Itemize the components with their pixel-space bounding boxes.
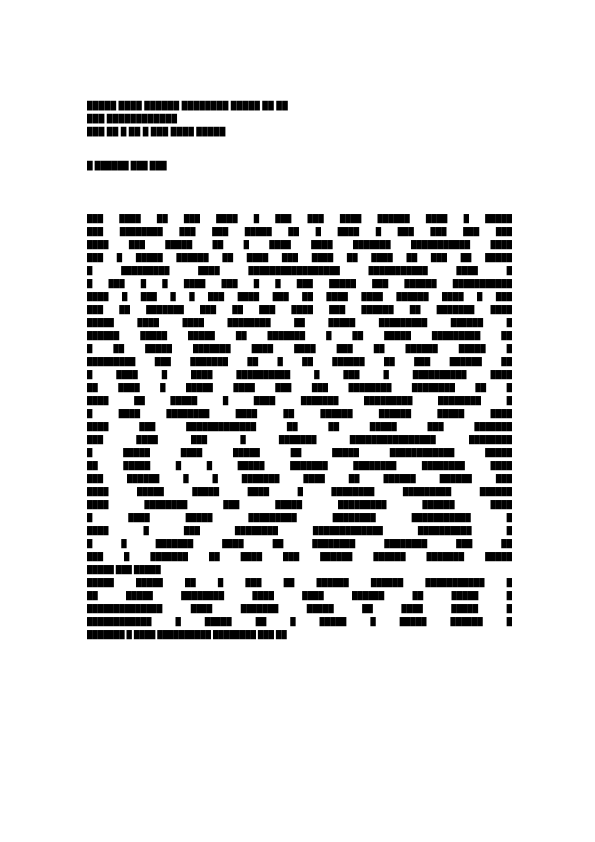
text-line: █ ████ █████ █████████ ████████ ███████████ █ xyxy=(87,513,512,522)
text-line: ████ ███ █████████████ ██ ██ █████ ███ ███████ xyxy=(87,422,512,431)
text-line: █ █ ███████ ████ ██ ████████ ████████ ███ ██ xyxy=(87,539,512,548)
body-text xyxy=(87,212,512,641)
text-line: ████ █ ███ █ █ ███ ████ ███ ██ ████ ████ ██████ ████ █ ███ xyxy=(87,292,512,301)
text-line: █ ██ █████ ███████ ████ ████ ███ ██ ██████ █████ █ xyxy=(87,344,512,353)
document-header xyxy=(87,100,427,139)
text-line: ██████ █████ █████ ██ ███████ █ ██ █████ █████████ ██ xyxy=(87,331,512,340)
text-line: █████ █████ ██ █ ███ ██ ██████ ██████ ███████████ █ xyxy=(87,578,512,587)
text-line: ██████████████ ████ ███████ █████ ██ ████ █████ █ xyxy=(87,604,512,613)
text-line: ███ █ ███████ ██ ████ ███ ██████ ██████ ███████ █████ xyxy=(87,552,512,561)
text-line: █ █████████ ████ █████████████████ ███████████ ████ █ xyxy=(87,266,512,275)
text-line: ██ █████ █ █ █████ ███████ ████████ ████████ ████ xyxy=(87,461,512,470)
text-line: █ ████ ████████ ████ ██ ██████ ██████ █████ ████ xyxy=(87,409,512,418)
text-line: ████ █████ █████ ████ █ ████████ █████████ ██████ xyxy=(87,487,512,496)
text-line: ███████ █ ████ ██████████ ████████ ███ ██ xyxy=(87,630,287,639)
header-line-3: ███ ██ █ ██ █ ███ ████ █████ xyxy=(87,127,226,136)
text-line: █ █████ ████ █████ ██ █████ ████████████ █████ xyxy=(87,448,512,457)
text-line: ███ ████ ███ █ ███████ ████████████████ ████████ xyxy=(87,435,512,444)
text-line: █████ ████ ████ ████████ ██ █████ █████████ ██████ █ xyxy=(87,318,512,327)
text-line: ███ ████ ██ ███ ████ █ ███ ███ ████ ██████ ████ █ █████ xyxy=(87,214,512,223)
text-line: ████ ████████ ███ █████ █████████ ██████ ████ xyxy=(87,500,512,509)
text-line: ███ ████████ ███ ███ █████ ██ █ ████ █ ███ ███ ███ ███ xyxy=(87,227,512,236)
text-line: ████ ███ █████ ██ █ ████ ████ ███████ ███████████ ████ xyxy=(87,240,512,249)
text-line: ███ █ █████ ██████ ██ ████ ███ ████ ██ ████ ██ ███ ██ █████ xyxy=(87,253,512,262)
text-line: ████ ██ █████ █ ████ ███████ █████████ ████████ █ xyxy=(87,396,512,405)
text-line: █████████ ███ ███████ ██ █ ██ ██████ ██ ███ ██████ ██ xyxy=(87,357,512,366)
section-title: █ ██████ ███ ███ xyxy=(87,161,167,170)
header-line-1: █████ ████ ██████ ████████ █████ ██ ██ xyxy=(87,101,288,110)
text-line: ██ █████ ████████ ████ ████ ██████ ██ █████ █ xyxy=(87,591,512,600)
text-line: ███ ██ ███████ ███ ██ ███ ████ ███ ██████ ██ ███████ ████ xyxy=(87,305,512,314)
text-line: ████████████ █ █████ ██ █ █████ █ █████ ██████ █ xyxy=(87,617,512,626)
text-line: ████ █ ███ ████████ █████████████ ██████████ █ xyxy=(87,526,512,535)
text-line: █████ ███ █████ xyxy=(87,565,161,574)
text-line: ██ ████ █ █████ ████ ███ ███ ████████ ████████ ██ █ xyxy=(87,383,512,392)
text-line: █ ████ █ ████ ██████████ █ ███ █ ██████████ ████ xyxy=(87,370,512,379)
paragraph xyxy=(87,576,512,641)
text-line: █ ███ █ █ ████ ███ █ █ ███ █████ ███ ██████ ███████████ xyxy=(87,279,512,288)
paragraph xyxy=(87,212,512,576)
text-line: ███ ██████ █ █ ███████ ████ ██ ██████ ██████ ███ xyxy=(87,474,512,483)
header-line-2: ███ ████████████ xyxy=(87,114,178,123)
